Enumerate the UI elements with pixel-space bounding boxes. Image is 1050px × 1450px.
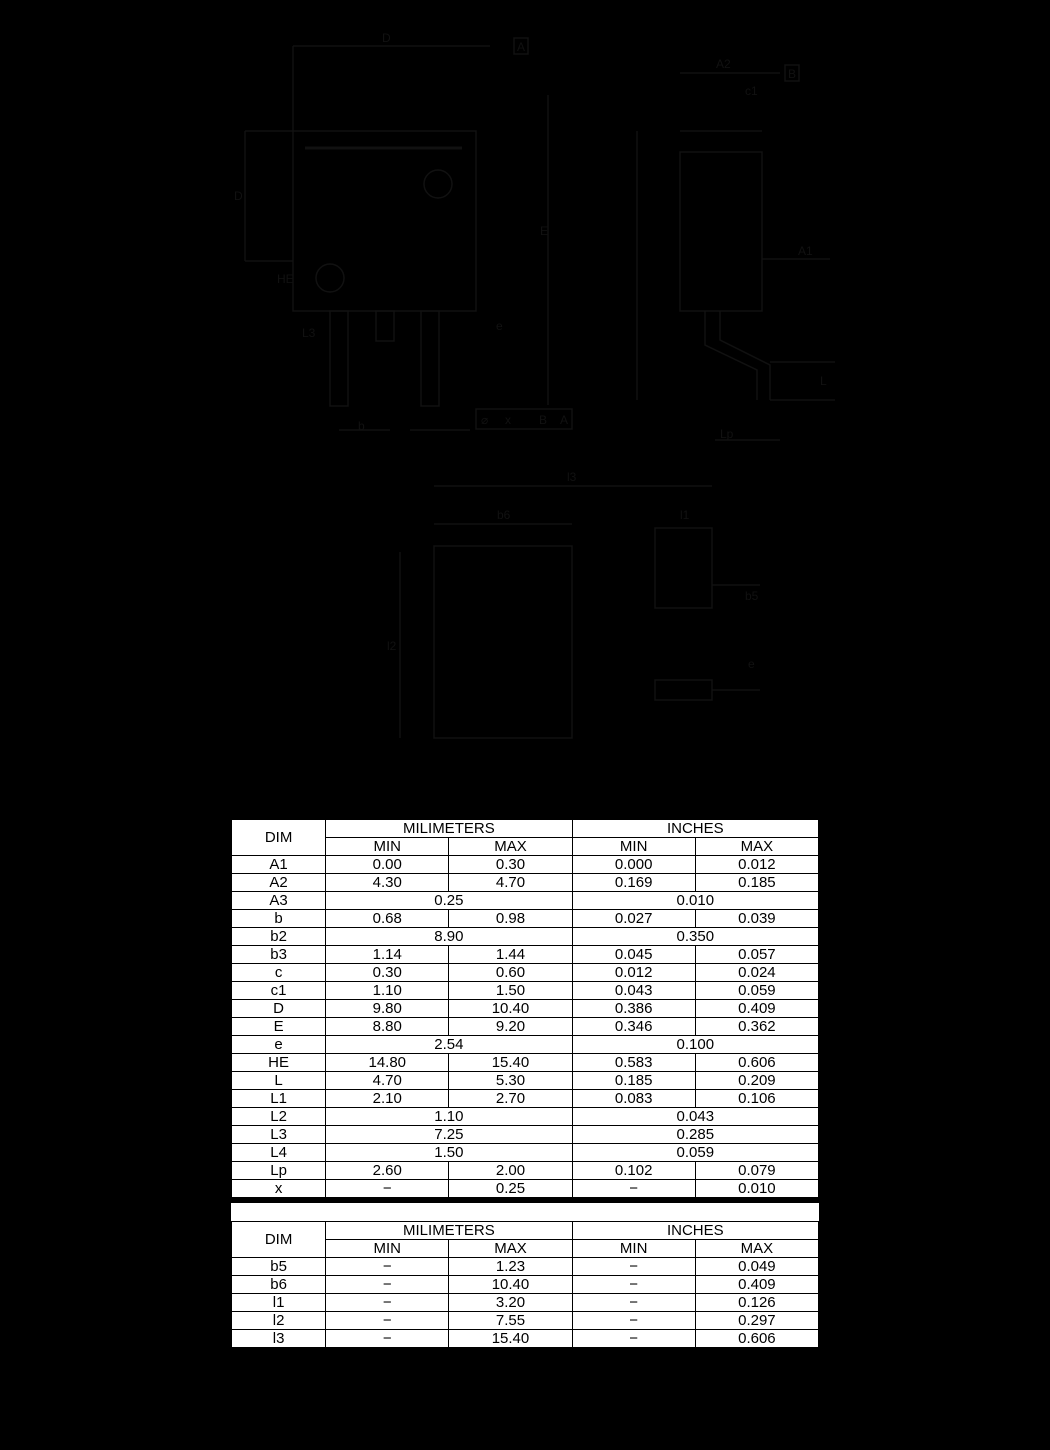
table-cell: 1.44 bbox=[449, 946, 572, 964]
table-cell: 0.059 bbox=[572, 1144, 818, 1162]
dim-label: A1 bbox=[798, 244, 813, 258]
table-cell: b5 bbox=[232, 1258, 326, 1276]
table-cell: x bbox=[232, 1180, 326, 1198]
dim-label: E bbox=[540, 224, 549, 238]
table-cell: 1.23 bbox=[449, 1258, 572, 1276]
table-cell: 0.100 bbox=[572, 1036, 818, 1054]
table-cell: HE bbox=[232, 1054, 326, 1072]
max-header: MAX bbox=[449, 1240, 572, 1258]
tolerance-frame bbox=[476, 409, 572, 429]
table-cell: 4.30 bbox=[326, 874, 449, 892]
table-cell: A3 bbox=[232, 892, 326, 910]
table-row bbox=[232, 928, 819, 946]
table-cell: 2.00 bbox=[449, 1162, 572, 1180]
table-row bbox=[232, 964, 819, 982]
tolerance-symbol: x bbox=[505, 413, 511, 427]
table-cell: 8.80 bbox=[326, 1018, 449, 1036]
table-row bbox=[232, 1036, 819, 1054]
table-cell: 5.30 bbox=[449, 1072, 572, 1090]
land-pad-small bbox=[655, 528, 712, 608]
table-row bbox=[232, 1180, 819, 1198]
table-row bbox=[232, 1126, 819, 1144]
table-row bbox=[232, 1108, 819, 1126]
min-header: MIN bbox=[572, 838, 695, 856]
table-cell: 10.40 bbox=[449, 1276, 572, 1294]
table-cell: 0.012 bbox=[695, 856, 818, 874]
dim-header: DIM bbox=[232, 820, 326, 856]
table-cell: 3.20 bbox=[449, 1294, 572, 1312]
table-cell: 0.30 bbox=[449, 856, 572, 874]
table-spacer bbox=[231, 1203, 819, 1221]
table-cell: 0.583 bbox=[572, 1054, 695, 1072]
table-cell: 0.209 bbox=[695, 1072, 818, 1090]
table-cell: 15.40 bbox=[449, 1054, 572, 1072]
dim-label: e bbox=[496, 319, 503, 333]
table-cell: 4.70 bbox=[449, 874, 572, 892]
table-cell: 0.126 bbox=[695, 1294, 818, 1312]
side-body-outline bbox=[680, 152, 762, 311]
table-cell: 0.350 bbox=[572, 928, 818, 946]
land-pattern bbox=[400, 486, 760, 738]
table-cell: E bbox=[232, 1018, 326, 1036]
min-header: MIN bbox=[572, 1240, 695, 1258]
table-cell: 0.169 bbox=[572, 874, 695, 892]
table-cell: l3 bbox=[232, 1330, 326, 1348]
table-row bbox=[232, 910, 819, 928]
table-cell: 1.10 bbox=[326, 982, 449, 1000]
max-header: MAX bbox=[449, 838, 572, 856]
table-row bbox=[232, 946, 819, 964]
table-cell: L bbox=[232, 1072, 326, 1090]
table-row bbox=[232, 856, 819, 874]
table-cell: − bbox=[572, 1258, 695, 1276]
table-cell: 2.10 bbox=[326, 1090, 449, 1108]
table-cell: 7.25 bbox=[326, 1126, 572, 1144]
table-cell: 0.98 bbox=[449, 910, 572, 928]
table-row bbox=[232, 1162, 819, 1180]
table-cell: 7.55 bbox=[449, 1312, 572, 1330]
table-cell: − bbox=[572, 1180, 695, 1198]
table-cell: 0.297 bbox=[695, 1312, 818, 1330]
table-cell: 0.010 bbox=[695, 1180, 818, 1198]
table-cell: 0.000 bbox=[572, 856, 695, 874]
table-cell: − bbox=[326, 1312, 449, 1330]
table-cell: 15.40 bbox=[449, 1330, 572, 1348]
table-row bbox=[232, 1330, 819, 1348]
table-cell: b3 bbox=[232, 946, 326, 964]
table-cell: 0.079 bbox=[695, 1162, 818, 1180]
mm-header: MILIMETERS bbox=[326, 1222, 572, 1240]
tolerance-symbol: B bbox=[539, 413, 548, 427]
table-cell: − bbox=[572, 1330, 695, 1348]
table-cell: 0.30 bbox=[326, 964, 449, 982]
table-cell: 0.60 bbox=[449, 964, 572, 982]
table-cell: b6 bbox=[232, 1276, 326, 1294]
table-cell: 10.40 bbox=[449, 1000, 572, 1018]
max-header: MAX bbox=[695, 838, 818, 856]
datum-label: A bbox=[517, 40, 526, 54]
inch-header: INCHES bbox=[572, 1222, 818, 1240]
mounting-hole bbox=[424, 170, 452, 198]
table-cell: 9.20 bbox=[449, 1018, 572, 1036]
table-cell: 1.50 bbox=[326, 1144, 572, 1162]
dim-label: b6 bbox=[497, 508, 511, 522]
table-cell: 14.80 bbox=[326, 1054, 449, 1072]
table-cell: 0.606 bbox=[695, 1054, 818, 1072]
table-row bbox=[232, 892, 819, 910]
table-cell: 0.409 bbox=[695, 1276, 818, 1294]
table-cell: − bbox=[572, 1312, 695, 1330]
table-cell: L3 bbox=[232, 1126, 326, 1144]
table-cell: L1 bbox=[232, 1090, 326, 1108]
table-cell: A1 bbox=[232, 856, 326, 874]
table-row bbox=[232, 1312, 819, 1330]
table-cell: 1.14 bbox=[326, 946, 449, 964]
table-row bbox=[232, 1090, 819, 1108]
table-cell: 8.90 bbox=[326, 928, 572, 946]
dim-label: e bbox=[748, 657, 755, 671]
table-row bbox=[232, 1018, 819, 1036]
datum-label: B bbox=[788, 67, 797, 81]
table-cell: 0.25 bbox=[449, 1180, 572, 1198]
table-row bbox=[232, 874, 819, 892]
table-cell: 0.185 bbox=[695, 874, 818, 892]
table-cell: − bbox=[326, 1180, 449, 1198]
table-cell: 2.70 bbox=[449, 1090, 572, 1108]
tolerance-symbol: ⌀ bbox=[481, 413, 489, 427]
table-row bbox=[232, 1294, 819, 1312]
table-cell: 0.043 bbox=[572, 982, 695, 1000]
table-cell: 0.010 bbox=[572, 892, 818, 910]
dim-label: D bbox=[234, 189, 243, 203]
dim-label: L3 bbox=[302, 326, 316, 340]
min-header: MIN bbox=[326, 1240, 449, 1258]
table-cell: b2 bbox=[232, 928, 326, 946]
table-cell: − bbox=[572, 1276, 695, 1294]
mounting-hole bbox=[316, 264, 344, 292]
table-cell: 0.027 bbox=[572, 910, 695, 928]
table-cell: 0.386 bbox=[572, 1000, 695, 1018]
table-cell: l2 bbox=[232, 1312, 326, 1330]
table-cell: c bbox=[232, 964, 326, 982]
table-cell: 0.346 bbox=[572, 1018, 695, 1036]
dim-label: l1 bbox=[680, 508, 690, 522]
dimension-table-main bbox=[231, 819, 819, 1198]
table-cell: 0.106 bbox=[695, 1090, 818, 1108]
dim-header: DIM bbox=[232, 1222, 326, 1258]
table-cell: 0.039 bbox=[695, 910, 818, 928]
table-row bbox=[232, 1276, 819, 1294]
table-cell: 0.024 bbox=[695, 964, 818, 982]
dim-label: l3 bbox=[567, 470, 577, 484]
table-cell: Lp bbox=[232, 1162, 326, 1180]
table-row bbox=[232, 1144, 819, 1162]
table-cell: − bbox=[326, 1330, 449, 1348]
table-cell: L4 bbox=[232, 1144, 326, 1162]
table-row bbox=[232, 1072, 819, 1090]
table-cell: L2 bbox=[232, 1108, 326, 1126]
land-pad-large bbox=[434, 546, 572, 738]
table-cell: 0.68 bbox=[326, 910, 449, 928]
front-body-outline bbox=[293, 131, 476, 311]
table-cell: 2.54 bbox=[326, 1036, 572, 1054]
table-cell: 0.25 bbox=[326, 892, 572, 910]
table-cell: − bbox=[326, 1258, 449, 1276]
table-row bbox=[232, 1258, 819, 1276]
table-cell: 0.012 bbox=[572, 964, 695, 982]
dim-label: D bbox=[382, 31, 391, 45]
table-cell: e bbox=[232, 1036, 326, 1054]
table-cell: c1 bbox=[232, 982, 326, 1000]
table-cell: 0.083 bbox=[572, 1090, 695, 1108]
tolerance-symbol: A bbox=[560, 413, 569, 427]
table-cell: 0.362 bbox=[695, 1018, 818, 1036]
dim-label: b5 bbox=[745, 589, 759, 603]
max-header: MAX bbox=[695, 1240, 818, 1258]
table-cell: 1.10 bbox=[326, 1108, 572, 1126]
table-row bbox=[232, 1000, 819, 1018]
min-header: MIN bbox=[326, 838, 449, 856]
table-cell: 0.00 bbox=[326, 856, 449, 874]
dim-label: b bbox=[358, 419, 365, 433]
dim-label: HE bbox=[277, 272, 294, 286]
table-row bbox=[232, 1054, 819, 1072]
table-cell: 0.043 bbox=[572, 1108, 818, 1126]
table-cell: 4.70 bbox=[326, 1072, 449, 1090]
land-pad-small bbox=[655, 680, 712, 700]
front-view bbox=[245, 38, 572, 430]
table-cell: − bbox=[572, 1294, 695, 1312]
table-row bbox=[232, 982, 819, 1000]
table-cell: l1 bbox=[232, 1294, 326, 1312]
dim-label: c1 bbox=[745, 84, 758, 98]
table-cell: 0.185 bbox=[572, 1072, 695, 1090]
table-cell: 9.80 bbox=[326, 1000, 449, 1018]
table-cell: 0.409 bbox=[695, 1000, 818, 1018]
table-cell: − bbox=[326, 1276, 449, 1294]
inch-header: INCHES bbox=[572, 820, 818, 838]
dim-label: A2 bbox=[716, 57, 731, 71]
dim-label: L bbox=[820, 374, 827, 388]
table-cell: − bbox=[326, 1294, 449, 1312]
table-cell: 0.102 bbox=[572, 1162, 695, 1180]
table-cell: 1.50 bbox=[449, 982, 572, 1000]
table-cell: 0.049 bbox=[695, 1258, 818, 1276]
table-cell: 0.606 bbox=[695, 1330, 818, 1348]
table-cell: 0.285 bbox=[572, 1126, 818, 1144]
table-cell: b bbox=[232, 910, 326, 928]
table-cell: D bbox=[232, 1000, 326, 1018]
table-cell: 0.057 bbox=[695, 946, 818, 964]
dimension-table-land bbox=[231, 1221, 819, 1348]
mm-header: MILIMETERS bbox=[326, 820, 572, 838]
table-cell: 0.045 bbox=[572, 946, 695, 964]
table-cell: A2 bbox=[232, 874, 326, 892]
table-cell: 2.60 bbox=[326, 1162, 449, 1180]
dim-label: l2 bbox=[387, 639, 397, 653]
table-cell: 0.059 bbox=[695, 982, 818, 1000]
dim-label: Lp bbox=[720, 427, 734, 441]
